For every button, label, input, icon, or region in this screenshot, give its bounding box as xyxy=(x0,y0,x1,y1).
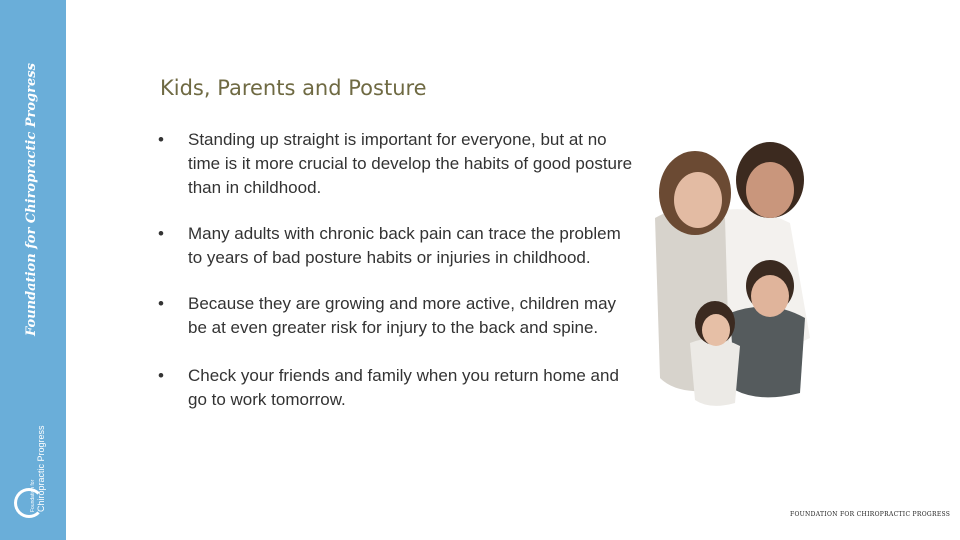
logo-big-text: Chiropractic Progress xyxy=(36,425,46,512)
bullet-dot-icon: • xyxy=(158,366,164,385)
bullet-text: Because they are growing and more active, children may be at even greater risk for injury to the back and spine. xyxy=(188,294,617,337)
mother-face xyxy=(746,162,794,218)
small-girl-face xyxy=(702,314,730,346)
sidebar-vertical-title: Foundation for Chiropractic Progress xyxy=(24,63,39,336)
bullet-item xyxy=(158,364,638,412)
bullet-dot-icon: • xyxy=(158,294,164,313)
logo-ring-icon xyxy=(14,488,44,518)
family-photo xyxy=(640,128,820,418)
bullet-text: Many adults with chronic back pain can trace the problem to years of bad posture habits or injuries in childhood. xyxy=(188,224,621,267)
girl-face xyxy=(674,172,722,228)
slide-title: Kids, Parents and Posture xyxy=(160,76,427,100)
sidebar xyxy=(0,0,66,540)
footer-brand: FOUNDATION FOR CHIROPRACTIC PROGRESS xyxy=(790,511,951,518)
small-girl-body xyxy=(690,339,740,406)
bullet-item xyxy=(158,128,638,200)
bullet-item xyxy=(158,292,638,340)
logo-small-text: Foundation for xyxy=(30,479,36,512)
bullet-text: Check your friends and family when you return home and go to work tomorrow. xyxy=(188,366,619,409)
bullet-text: Standing up straight is important for everyone, but at no time is it more crucial to develop the habits of good posture than in childhood. xyxy=(188,130,633,197)
bullet-dot-icon: • xyxy=(158,224,164,243)
boy-body xyxy=(730,307,805,398)
bullet-item xyxy=(158,222,638,270)
bullet-dot-icon: • xyxy=(158,130,164,149)
foundation-logo xyxy=(12,425,52,522)
bullet-list xyxy=(158,128,638,436)
boy-face xyxy=(751,275,789,317)
